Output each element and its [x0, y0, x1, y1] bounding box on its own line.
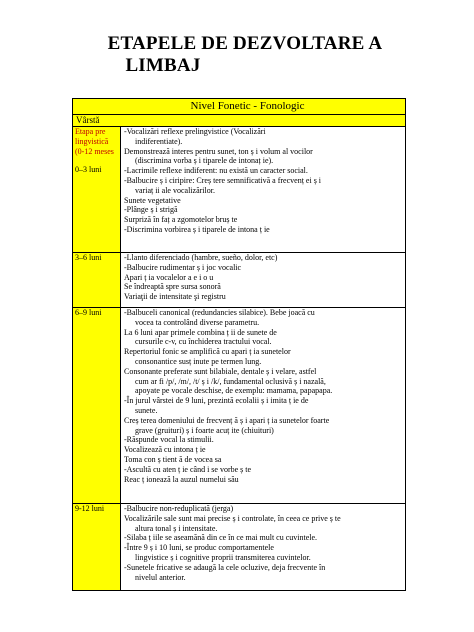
desc-line: consonantice susț inute pe termen lung. [135, 356, 262, 366]
desc-line: Vocalizările sale sunt mai precise ș i controlate, în ceea ce prive ș te [124, 513, 341, 523]
desc-line: -Balbucire non-reduplicată (jerga) [124, 504, 234, 513]
varsta-label: Vârstă [73, 115, 406, 127]
desc-cell [121, 253, 406, 308]
desc-line: Consonante preferate sunt bilabiale, dentale ș i velare, astfel [124, 366, 317, 376]
desc-cell [121, 504, 406, 591]
table-header: Nivel Fonetic - Fonologic [121, 99, 406, 115]
desc-line: -Între 9 ș i 10 luni, se produc comportamentele [124, 543, 274, 553]
desc-line: Variaţii de intensitate şi registru [124, 292, 226, 302]
desc-line: -Ascultă cu aten ț ie când i se vorbe ș te [124, 464, 252, 474]
document-title-line2: LIMBAJ [125, 55, 201, 76]
varsta-row [73, 115, 406, 127]
desc-cell [121, 127, 406, 253]
desc-line: Toma con ș tient ă de vocea sa [124, 454, 222, 464]
desc-line: -Vocalizări reflexe prelingvistice (Vocalizări [124, 127, 266, 136]
desc-line: Sunete vegetative [124, 195, 181, 205]
desc-line: Surpriză în faț a zgomotelor bruș te [124, 215, 238, 225]
desc-line: -Răspunde vocal la stimulii. [124, 435, 214, 445]
desc-line: apoyate pe vocale deschise, de exemplu: mamama, papapapa. [135, 386, 333, 396]
desc-line: Reac ț ionează la auzul numelui său [124, 474, 239, 484]
desc-line: -Balbuceli canonical (redundancies silabice). Bebe joacă cu [124, 308, 315, 317]
desc-line: (discrimina vorba ș i tiparele de intonaț ie). [135, 156, 274, 166]
desc-line: Apari ț ia vocalelor a e i o u [124, 272, 214, 282]
table-header-row [73, 99, 406, 115]
desc-line: La 6 luni apar primele combina ț ii de sunete de [124, 327, 277, 337]
desc-line: Creș terea domeniului de frecvenț ă ș i apari ț ia sunetelor foarte [124, 415, 330, 425]
desc-line: Demonstrează interes pentru sunet, ton ș i volum al vocilor [124, 146, 313, 156]
desc-line: -Sunetele fricative se adaugă la cele ocluzive, deja frecvente în [124, 562, 326, 572]
table-row [73, 127, 406, 253]
desc-line: variaț ii ale vocalizărilor. [135, 185, 215, 195]
table-row [73, 253, 406, 308]
age-cell [73, 504, 121, 591]
language-stages-table [72, 98, 406, 591]
desc-line: sunete. [135, 405, 158, 415]
desc-line: -Plânge ș i strigă [124, 205, 178, 215]
document-title-line1: ETAPELE DE DEZVOLTARE A [107, 33, 383, 54]
desc-line: grave (gruituri) ș i foarte acuț ite (chiuituri) [135, 425, 274, 435]
age-line: 3–6 luni [75, 253, 102, 262]
desc-line: -Balbucire rudimentar ș i joc vocalic [124, 262, 242, 272]
desc-line: cursurile c-v, cu închiderea tractului vocal. [135, 337, 272, 347]
age-line: 9-12 luni [75, 504, 105, 513]
age-cell [73, 127, 121, 253]
age-cell [73, 253, 121, 308]
desc-line: vocea ta controlând diverse parametru. [135, 317, 260, 327]
age-line: Etapa pre lingvistică (0-12 meses [75, 127, 114, 156]
desc-line: -În jurul vârstei de 9 luni, prezintă ecolalii ș i imita ț ie de [124, 396, 309, 406]
age-cell [73, 308, 121, 504]
age-line: 6–9 luni [75, 308, 102, 317]
desc-line: -Balbucire ș i ciripire: Creș tere semnificativă a frecvenț ei ș i [124, 175, 322, 185]
desc-line: Repertoriul fonic se amplifică cu apari ț ia sunetelor [124, 347, 291, 357]
desc-line: indiferentiate). [135, 136, 183, 146]
table-row [73, 504, 406, 591]
age-line: 0–3 luni [75, 165, 102, 174]
desc-line: altura tonal ș i intensitate. [135, 523, 218, 533]
desc-line: Se îndreaptă spre sursa sonoră [124, 282, 221, 292]
desc-line: -Discrimina vorbirea ș i tiparele de intona ț ie [124, 224, 270, 234]
desc-line: lingvistice ș i cognitive proprii transmiterea cuvintelor. [135, 552, 311, 562]
table-row [73, 308, 406, 504]
desc-cell [121, 308, 406, 504]
desc-line: nivelul anterior. [135, 572, 186, 582]
desc-line: Vocalizează cu intona ț ie [124, 445, 206, 455]
desc-line: -Lacrimile reflexe indiferent: nu există un caracter social. [124, 166, 308, 176]
desc-line: -Llanto diferenciado (hambre, sueño, dolor, etc) [124, 253, 278, 262]
desc-line: -Silaba ț iile se aseamănă din ce în ce mai mult cu cuvintele. [124, 533, 318, 543]
desc-line: cum ar fi /p/, /m/, /t/ ș i /k/, fundamental oclusivă ș i nazală, [135, 376, 326, 386]
